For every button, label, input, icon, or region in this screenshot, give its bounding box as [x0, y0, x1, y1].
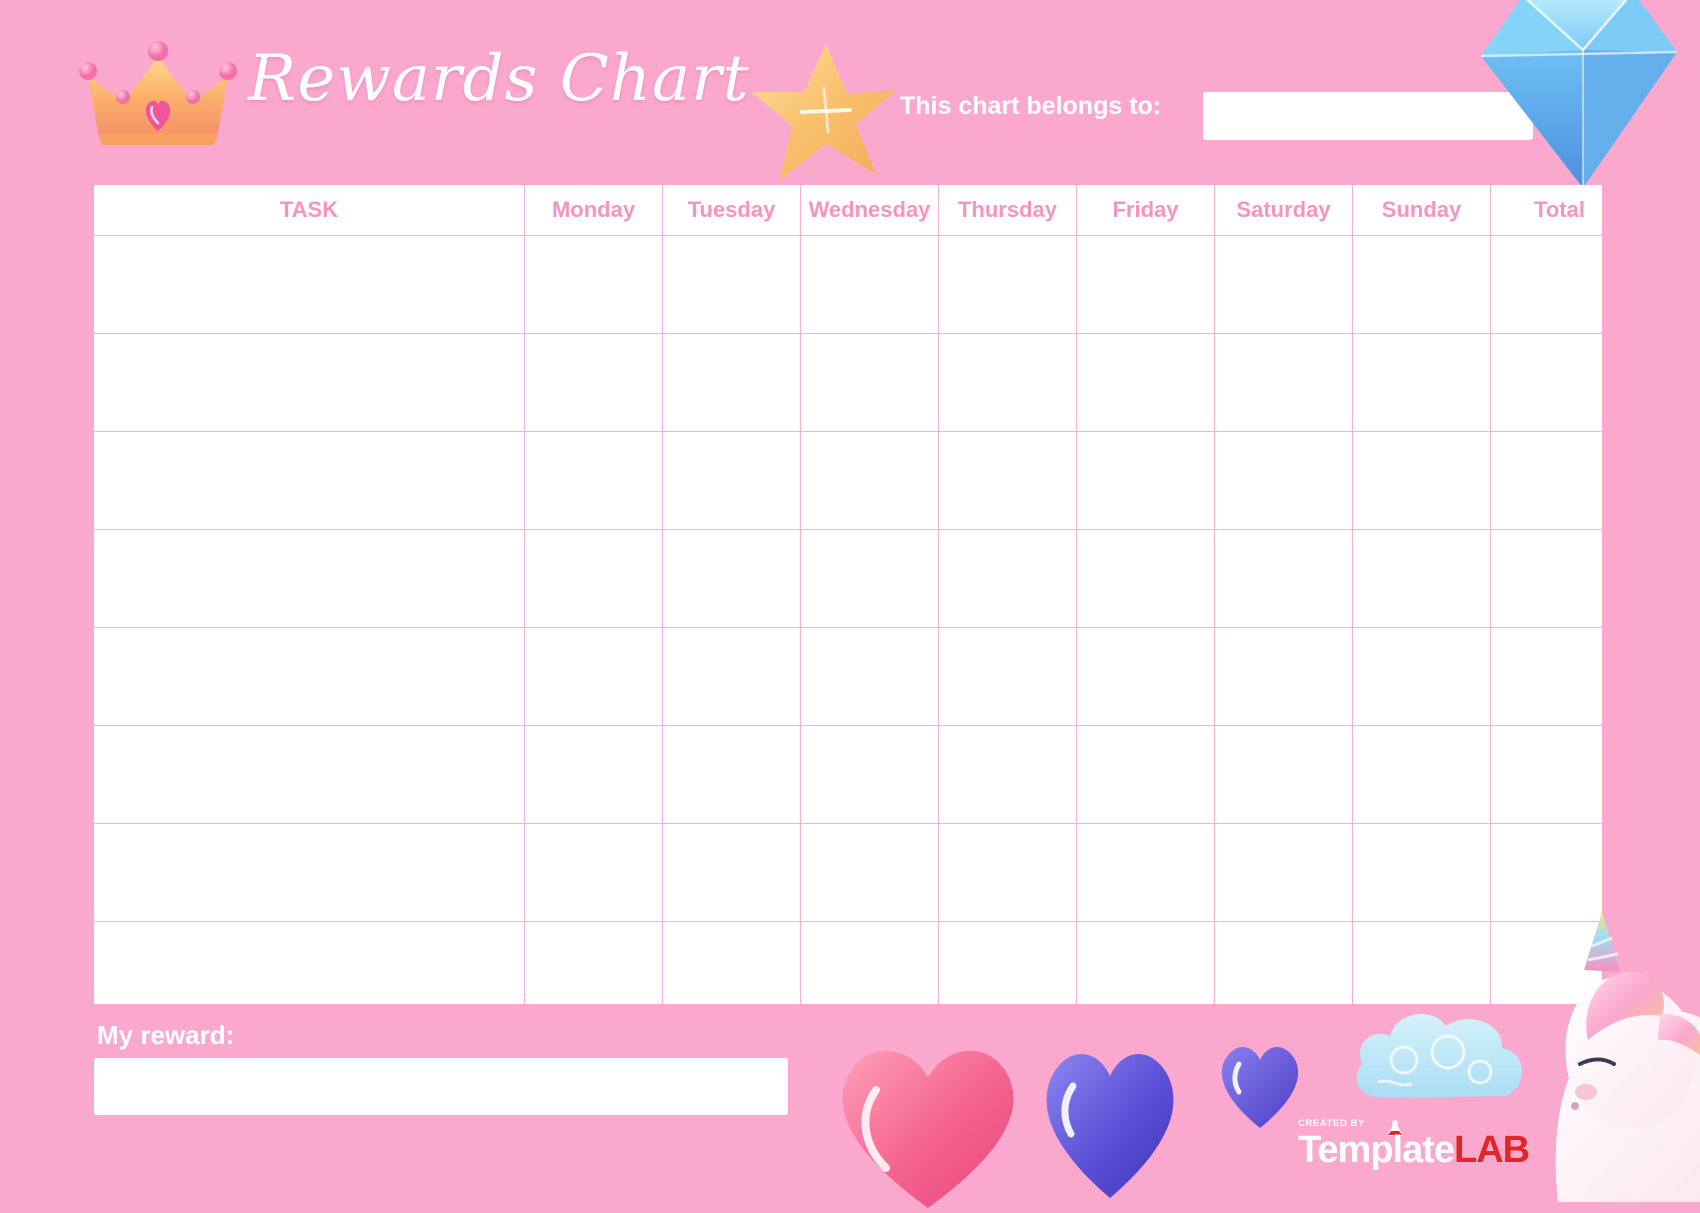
unicorn-icon: [1540, 910, 1700, 1202]
day-cell[interactable]: [1077, 628, 1215, 726]
day-cell[interactable]: [525, 824, 663, 922]
day-cell[interactable]: [1077, 726, 1215, 824]
day-cell[interactable]: [939, 432, 1077, 530]
table-header-row: [94, 185, 1602, 236]
day-cell[interactable]: [525, 432, 663, 530]
total-cell[interactable]: [1491, 530, 1603, 628]
column-header-sunday: Sunday: [1353, 185, 1491, 236]
table-body: [94, 236, 1602, 1005]
column-header-friday: Friday: [1077, 185, 1215, 236]
page-header: [0, 0, 1700, 185]
column-header-saturday: Saturday: [1215, 185, 1353, 236]
diamond-icon: [1465, 0, 1685, 200]
day-cell[interactable]: [663, 726, 801, 824]
day-cell[interactable]: [525, 726, 663, 824]
rewards-table: [94, 185, 1602, 1004]
day-cell[interactable]: [1077, 334, 1215, 432]
column-header-total: Total: [1491, 185, 1603, 236]
rewards-table-container: [94, 185, 1602, 1004]
total-cell[interactable]: [1491, 824, 1603, 922]
task-cell[interactable]: [94, 628, 525, 726]
column-header-thursday: Thursday: [939, 185, 1077, 236]
day-cell[interactable]: [1353, 530, 1491, 628]
day-cell[interactable]: [939, 530, 1077, 628]
column-header-task: TASK: [94, 185, 525, 236]
day-cell[interactable]: [1215, 628, 1353, 726]
day-cell[interactable]: [663, 334, 801, 432]
day-cell[interactable]: [1215, 530, 1353, 628]
day-cell[interactable]: [1077, 236, 1215, 334]
day-cell[interactable]: [663, 432, 801, 530]
day-cell[interactable]: [663, 236, 801, 334]
task-cell[interactable]: [94, 530, 525, 628]
crown-icon: [78, 35, 238, 150]
day-cell[interactable]: [1353, 236, 1491, 334]
day-cell[interactable]: [1215, 236, 1353, 334]
cloud-icon: [1348, 1000, 1533, 1120]
day-cell[interactable]: [525, 628, 663, 726]
day-cell[interactable]: [1215, 922, 1353, 1005]
day-cell[interactable]: [939, 628, 1077, 726]
day-cell[interactable]: [1215, 432, 1353, 530]
table-row: [94, 726, 1602, 824]
day-cell[interactable]: [1077, 530, 1215, 628]
day-cell[interactable]: [525, 334, 663, 432]
day-cell[interactable]: [1353, 922, 1491, 1005]
logo-template-text: Template: [1298, 1129, 1455, 1171]
day-cell[interactable]: [801, 236, 939, 334]
total-cell[interactable]: [1491, 236, 1603, 334]
total-cell[interactable]: [1491, 334, 1603, 432]
logo-created-by-label: CREATED BY: [1298, 1118, 1366, 1129]
day-cell[interactable]: [663, 530, 801, 628]
day-cell[interactable]: [801, 432, 939, 530]
table-row: [94, 334, 1602, 432]
my-reward-label: My reward:: [97, 1020, 235, 1050]
day-cell[interactable]: [663, 922, 801, 1005]
task-cell[interactable]: [94, 432, 525, 530]
table-row: [94, 628, 1602, 726]
table-row: [94, 824, 1602, 922]
day-cell[interactable]: [1353, 824, 1491, 922]
day-cell[interactable]: [1215, 334, 1353, 432]
day-cell[interactable]: [801, 334, 939, 432]
logo-wordmark: [1298, 1129, 1529, 1172]
templatelab-logo: [1298, 1118, 1538, 1180]
logo-lab-text: LAB: [1454, 1129, 1530, 1171]
task-cell[interactable]: [94, 824, 525, 922]
column-header-tuesday: Tuesday: [663, 185, 801, 236]
day-cell[interactable]: [1353, 628, 1491, 726]
day-cell[interactable]: [801, 726, 939, 824]
day-cell[interactable]: [939, 922, 1077, 1005]
day-cell[interactable]: [939, 824, 1077, 922]
my-reward-input[interactable]: [94, 1058, 788, 1115]
day-cell[interactable]: [1077, 824, 1215, 922]
day-cell[interactable]: [1215, 824, 1353, 922]
table-row: [94, 236, 1602, 334]
column-header-monday: Monday: [525, 185, 663, 236]
table-row: [94, 530, 1602, 628]
heart-pink-icon: [828, 1038, 1028, 1213]
table-row: [94, 432, 1602, 530]
total-cell[interactable]: [1491, 628, 1603, 726]
day-cell[interactable]: [939, 334, 1077, 432]
page-title: Rewards Chart: [248, 42, 750, 116]
day-cell[interactable]: [939, 236, 1077, 334]
day-cell[interactable]: [663, 628, 801, 726]
heart-blue-large-icon: [1035, 1042, 1185, 1202]
task-cell[interactable]: [94, 726, 525, 824]
task-cell[interactable]: [94, 922, 525, 1005]
task-cell[interactable]: [94, 334, 525, 432]
belongs-to-label: This chart belongs to:: [900, 92, 1162, 120]
day-cell[interactable]: [1077, 432, 1215, 530]
total-cell[interactable]: [1491, 432, 1603, 530]
task-cell[interactable]: [94, 236, 525, 334]
day-cell[interactable]: [939, 726, 1077, 824]
day-cell[interactable]: [1353, 432, 1491, 530]
day-cell[interactable]: [801, 824, 939, 922]
day-cell[interactable]: [525, 922, 663, 1005]
day-cell[interactable]: [525, 236, 663, 334]
day-cell[interactable]: [801, 628, 939, 726]
day-cell[interactable]: [1215, 726, 1353, 824]
day-cell[interactable]: [801, 530, 939, 628]
day-cell[interactable]: [801, 922, 939, 1005]
day-cell[interactable]: [1353, 726, 1491, 824]
total-cell[interactable]: [1491, 726, 1603, 824]
day-cell[interactable]: [525, 530, 663, 628]
table-row: [94, 922, 1602, 1005]
day-cell[interactable]: [1353, 334, 1491, 432]
star-icon: [750, 40, 900, 185]
day-cell[interactable]: [663, 824, 801, 922]
day-cell[interactable]: [1077, 922, 1215, 1005]
column-header-wednesday: Wednesday: [801, 185, 939, 236]
heart-blue-small-icon: [1215, 1040, 1305, 1130]
